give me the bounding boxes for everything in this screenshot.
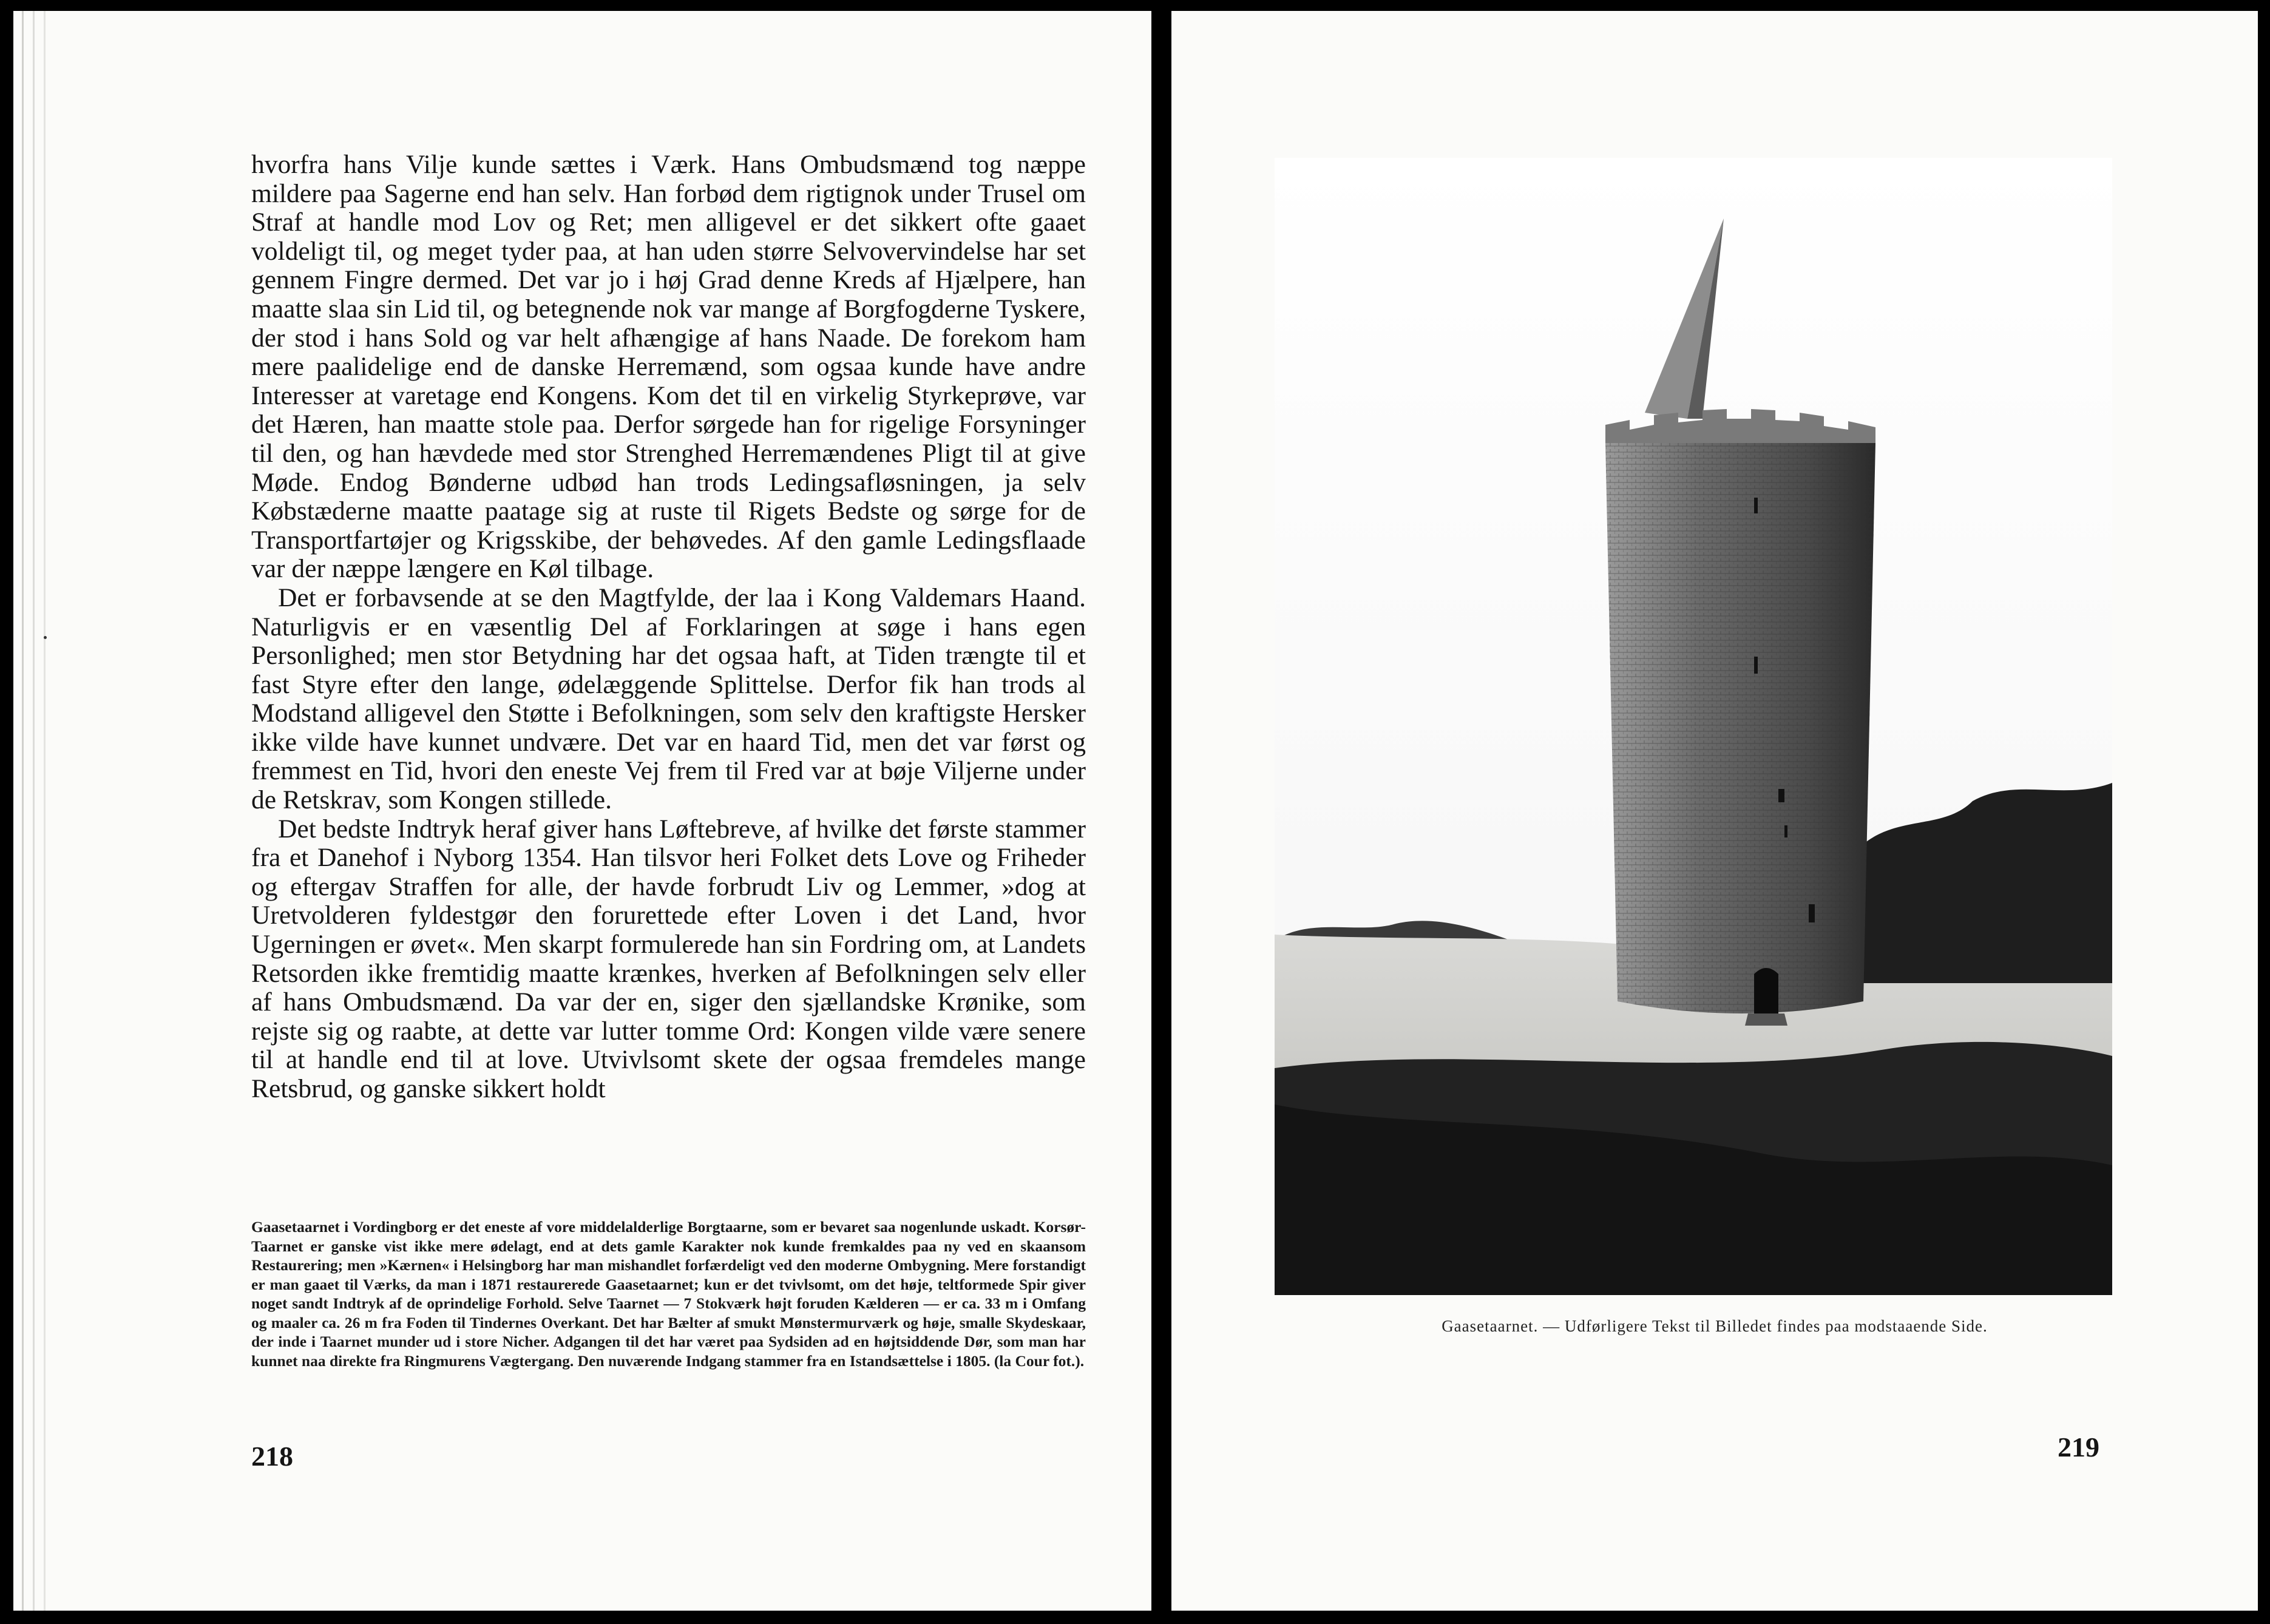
page-number: 219 [2058, 1432, 2099, 1463]
page-edge [33, 11, 35, 1611]
page-number: 218 [251, 1441, 293, 1472]
footnote: Gaasetaarnet i Vordingborg er det eneste af vore middelalderlige Borgtaarne, som er bevaret saa nogenlunde uskadt. Korsør-Taarnet er ganske vist ikke mere ødelagt, end at dets gamle Karakter nok kunde fremkaldes paa ny ved en skaansom Restaurering; men »Kærnen« i Helsingborg har man mishandlet forfærdeligt ved den moderne Ombygning. Mere forstandigt er man gaaet til Værks, da man i 1871 restaurerede Gaasetaarnet; kun er det tvivlsomt, om det høje, teltformede Spir giver noget sandt Indtryk af de oprindelige Forhold. Selve Taarnet — 7 Stokværk højt foruden Kælderen — er ca. 33 m i Omfang og maaler ca. 26 m fra Foden til Tindernes Overkant. Det har Bælter af smukt Mønstermurværk og høje, smalle Skydeskaar, der inde i Taarnet munder ud i store Nicher. Adgangen til det har været paa Sydsiden ad en højtsiddende Dør, som man har kunnet naa direkte fra Ringmurens Vægtergang. Den nuværende Indgang stammer fra en Istandsættelse i 1805. (la Cour fot.). [251, 1218, 1086, 1370]
paragraph: hvorfra hans Vilje kunde sættes i Værk. Hans Ombudsmænd tog næppe mildere paa Sagerne end han selv. Han forbød dem rigtignok under Trusel om Straf at handle mod Lov og Ret; men alligevel er det sikkert ofte gaaet voldeligt til, og meget tyder paa, at han uden større Selvovervindelse har set gennem Fingre dermed. Det var jo i høj Grad denne Kreds af Hjælpere, han maatte slaa sin Lid til, og betegnende nok var mange af Borgfogderne Tyskere, der stod i hans Sold og var helt afhængige af hans Naade. De forekom ham mere paalidelige end de danske Herremænd, som ogsaa kunde have andre Interesser at varetage end Kongens. Kom det til en virkelig Styrkeprøve, var det Hæren, han maatte stole paa. Derfor sørgede han for rigelige Forsyninger til den, og han hævdede med stor Strenghed Herremændenes Pligt til at give Møde. Endog Bønderne udbød han trods Ledingsafløsningen, ja selv Købstæderne maatte paatage sig at ruste til Rigets Bedste og sørge for de Transportfartøjer og Krigsskibe, der behøvedes. Af den gamle Ledingsflaade var der næppe længere en Køl tilbage. [251, 150, 1086, 584]
body-text [251, 151, 1086, 1104]
left-page [13, 11, 1151, 1611]
tower-photo [1275, 158, 2112, 1295]
right-page [1171, 11, 2258, 1611]
page-edge [22, 11, 24, 1611]
speck [44, 636, 47, 639]
paragraph: Det er forbavsende at se den Magtfylde, der laa i Kong Valdemars Haand. Naturligvis er en væsentlig Del af Forklaringen at søge i hans egen Personlighed; men stor Betydning har det ogsaa haft, at Tiden trængte til et fast Styre efter den lange, ødelæggende Splittelse. Derfor fik han trods al Modstand alligevel den Støtte i Befolkningen, som selv den kraftigste Hersker ikke vilde have kunnet undvære. Det var en haard Tid, men det var først og fremmest en Tid, hvori den eneste Vej frem til Fred var at bøje Viljerne under de Retskrav, som Kongen stillede. [251, 583, 1086, 815]
paragraph: Det bedste Indtryk heraf giver hans Løftebreve, af hvilke det første stammer fra et Danehof i Nyborg 1354. Han tilsvor heri Folket dets Love og Friheder og eftergav Straffen for alle, der havde forbrudt Liv og Lemmer, »dog at Uretvolderen fyldestgør den forurettede efter Loven i det Land, hvor Ugerningen er øvet«. Men skarpt formulerede han sin Fordring om, at Landets Retsorden ikke fremtidig maatte krænkes, hverken af Befolkningen selv eller af hans Ombudsmænd. Da var der en, siger den sjællandske Krønike, som rejste sig og raabte, at dette var lutter tomme Ord: Kongen vilde være senere til at handle end til at love. Utvivlsomt skete der ogsaa fremdeles mange Retsbrud, og ganske sikkert holdt [251, 814, 1086, 1103]
figure-caption: Gaasetaarnet. — Udførligere Tekst til Billedet findes paa modstaaende Side. [1442, 1317, 1988, 1335]
page-edge [44, 11, 46, 1611]
